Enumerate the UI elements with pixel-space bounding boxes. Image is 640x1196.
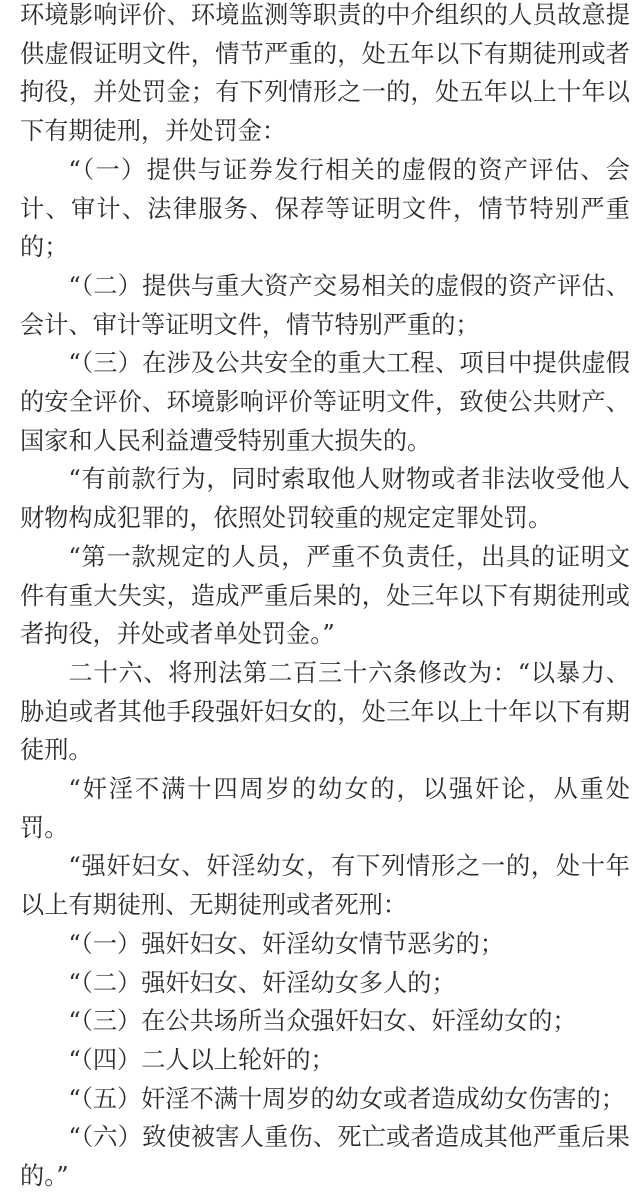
paragraph-aggravating-item-6: “（六）致使被害人重伤、死亡或者造成其他严重后果的。” xyxy=(20,1123,630,1191)
paragraph-intermediary-false-docs: 环境影响评价、环境监测等职责的中介组织的人员故意提供虚假证明文件，情节严重的，处五年以下有期徒刑或者拘役，并处罚金；有下列情形之一的，处五年以上十年以下有期徒刑，并处罚金： xyxy=(20,1,630,146)
paragraph-item-public-safety: “（三）在涉及公共安全的重大工程、项目中提供虚假的安全评价、环境影响评价等证明文件，致使公共财产、国家和人民利益遭受特别重大损失的。 xyxy=(20,349,630,455)
paragraph-aggravating-item-1: “（一）强奸妇女、奸淫幼女情节恶劣的； xyxy=(68,929,505,958)
paragraph-article-236-amendment: 二十六、将刑法第二百三十六条修改为：“以暴力、胁迫或者其他手段强奸妇女的，处三年以上十年以下有期徒刑。 xyxy=(20,658,630,765)
paragraph-minor-clause: “奸淫不满十四周岁的幼女的，以强奸论，从重处罚。 xyxy=(20,775,630,842)
paragraph-aggravating-item-5: “（五）奸淫不满十周岁的幼女或者造成幼女伤害的； xyxy=(68,1084,625,1113)
paragraph-aggravating-item-2: “（二）强奸妇女、奸淫幼女多人的； xyxy=(68,968,456,997)
paragraph-aggravating-item-4: “（四）二人以上轮奸的； xyxy=(68,1045,335,1074)
paragraph-bribery-clause: “有前款行为，同时索取他人财物或者非法收受他人财物构成犯罪的，依照处罚较重的规定定罪处罚。 xyxy=(20,465,630,533)
paragraph-item-major-assets: “（二）提供与重大资产交易相关的虚假的资产评估、会计、审计等证明文件，情节特别严重的； xyxy=(20,271,630,339)
paragraph-aggravating-intro: “强奸妇女、奸淫幼女，有下列情形之一的，处十年以上有期徒刑、无期徒刑或者死刑： xyxy=(20,852,630,920)
paragraph-item-securities: “（一）提供与证券发行相关的虚假的资产评估、会计、审计、法律服务、保荐等证明文件，情节特别严重的； xyxy=(20,155,630,262)
paragraph-aggravating-item-3: “（三）在公共场所当众强奸妇女、奸淫幼女的； xyxy=(68,1007,577,1036)
paragraph-negligence-clause: “第一款规定的人员，严重不负责任，出具的证明文件有重大失实，造成严重后果的，处三年以下有期徒刑或者拘役，并处或者单处罚金。” xyxy=(20,542,630,649)
